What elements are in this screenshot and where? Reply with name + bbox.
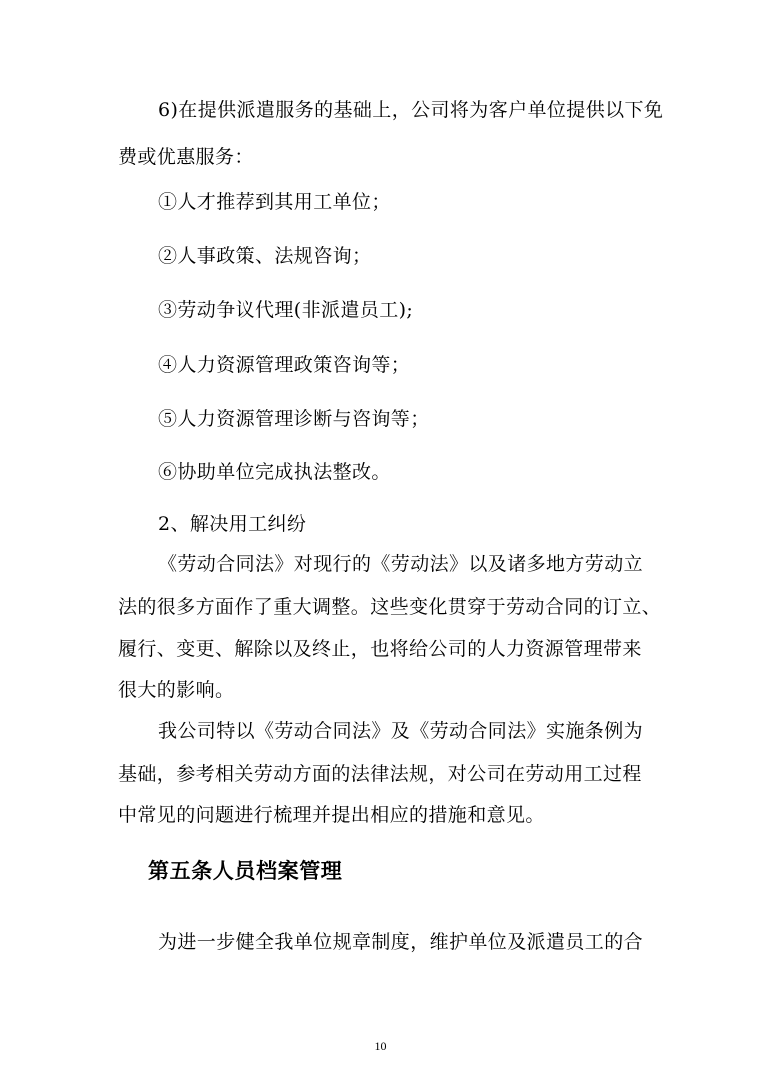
service-item-6: ⑥协助单位完成执法整改。 — [158, 461, 391, 483]
paragraph-2-line-1: 我公司特以《劳动合同法》及《劳动合同法》实施条例为 — [158, 720, 644, 742]
paragraph-1-line-3: 履行、变更、解除以及终止，也将给公司的人力资源管理带来 — [118, 638, 642, 660]
section-heading: 第五条人员档案管理 — [148, 859, 343, 883]
page-number: 10 — [374, 1039, 387, 1053]
subsection-title: 2、解决用工纠纷 — [158, 513, 307, 535]
paragraph-1-line-1: 《劳动合同法》对现行的《劳动法》以及诸多地方劳动立 — [158, 553, 644, 575]
intro-line-1: 6)在提供派遣服务的基础上，公司将为客户单位提供以下免 — [158, 99, 664, 121]
paragraph-2-line-3: 中常见的问题进行梳理并提出相应的措施和意见。 — [118, 804, 545, 826]
service-item-3: ③劳动争议代理(非派遣员工); — [158, 299, 414, 321]
service-item-1: ①人才推荐到其用工单位； — [158, 191, 391, 213]
service-item-2: ②人事政策、法规咨询； — [158, 245, 372, 267]
paragraph-1-line-2: 法的很多方面作了重大调整。这些变化贯穿于劳动合同的订立、 — [118, 596, 662, 618]
paragraph-1-line-4: 很大的影响。 — [118, 679, 235, 701]
paragraph-3-line-1: 为进一步健全我单位规章制度，维护单位及派遣员工的合 — [158, 931, 644, 953]
service-item-4: ④人力资源管理政策咨询等； — [158, 354, 411, 376]
service-item-5: ⑤人力资源管理诊断与咨询等； — [158, 408, 430, 430]
intro-line-2: 费或优惠服务： — [118, 146, 254, 168]
paragraph-2-line-2: 基础，参考相关劳动方面的法律法规，对公司在劳动用工过程 — [118, 763, 642, 785]
